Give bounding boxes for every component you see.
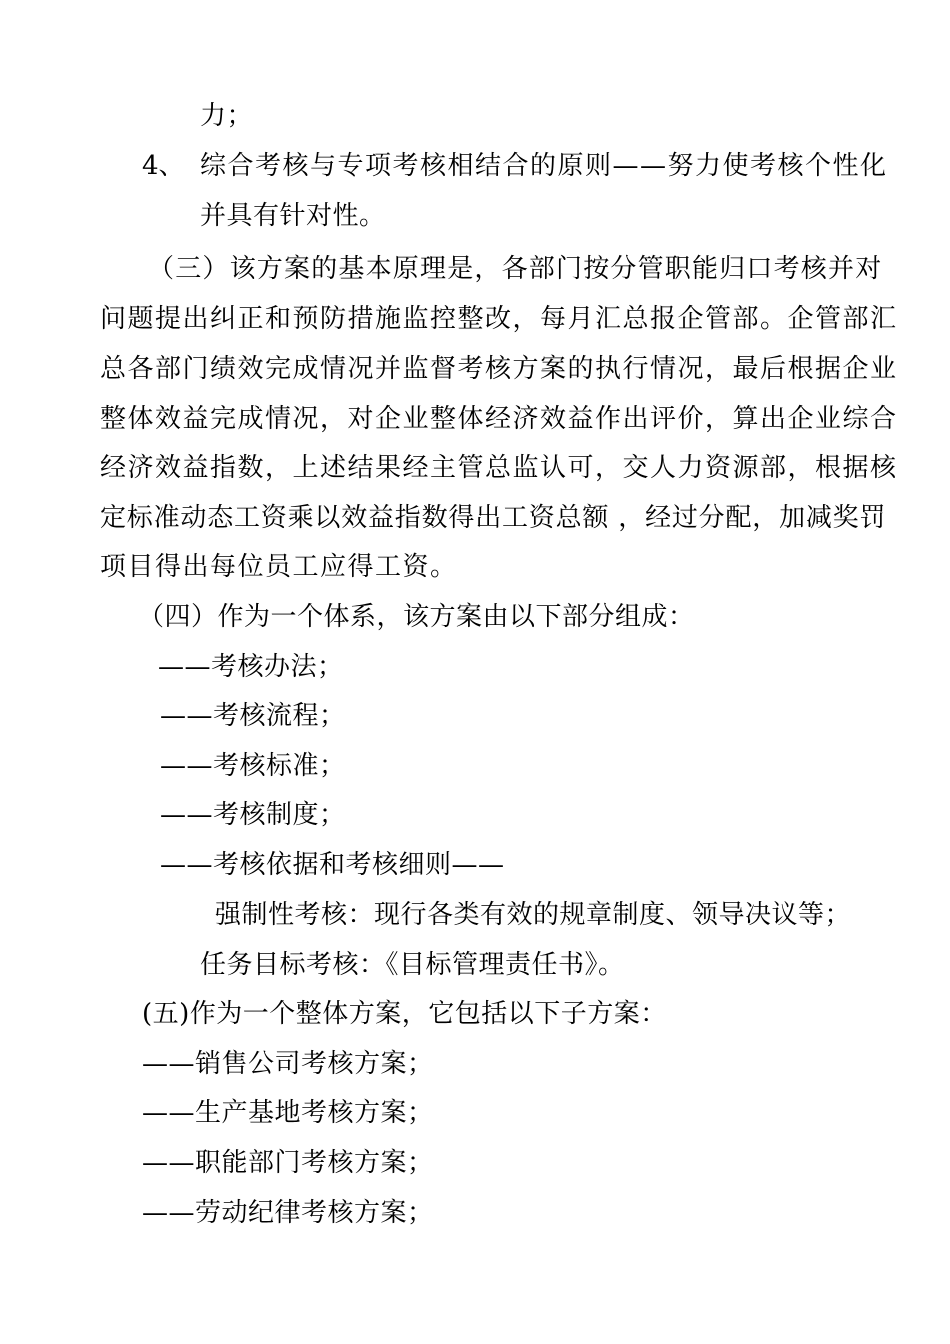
section-4-item-4: ——考核制度； (160, 800, 346, 830)
section-4-sub-item-2: 任务目标考核：《目标管理责任书》。 (200, 950, 625, 980)
section-5-item-1: ——销售公司考核方案； (142, 1049, 434, 1079)
item-3-continuation: 力； (200, 101, 254, 131)
section-3-line-1: （三）该方案的基本原理是，各部门按分管职能归口考核并对 (148, 254, 883, 284)
section-5-item-2: ——生产基地考核方案； (142, 1098, 434, 1128)
section-3-line-2: 问题提出纠正和预防措施监控整改，每月汇总报企管部。企管部汇 (100, 304, 898, 334)
section-4-item-1: ——考核办法； (158, 652, 344, 682)
section-4-item-5: ——考核依据和考核细则—— (160, 850, 505, 880)
section-3-line-6: 定标准动态工资乘以效益指数得出工资总额 ，经过分配，加减奖罚 (100, 503, 887, 533)
item-4-number: 4、 (142, 151, 185, 181)
section-3-line-4: 整体效益完成情况，对企业整体经济效益作出评价，算出企业综合 (100, 404, 898, 434)
section-5-heading: (五)作为一个整体方案，它包括以下子方案： (142, 999, 667, 1029)
item-4-line-1: 综合考核与专项考核相结合的原则——努力使考核个性化 (200, 151, 888, 181)
section-3-line-3: 总各部门绩效完成情况并监督考核方案的执行情况，最后根据企业 (100, 354, 898, 384)
section-3-line-5: 经济效益指数，上述结果经主管总监认可，交人力资源部，根据核 (100, 453, 898, 483)
section-3-line-7: 项目得出每位员工应得工资。 (100, 552, 458, 582)
section-5-item-3: ——职能部门考核方案； (142, 1148, 434, 1178)
section-4-item-3: ——考核标准； (160, 751, 346, 781)
item-4-line-2: 并具有针对性。 (200, 201, 386, 231)
section-4-sub-item-1: 强制性考核：现行各类有效的规章制度、领导决议等； (215, 900, 852, 930)
section-5-item-4: ——劳动纪律考核方案； (142, 1198, 434, 1228)
section-4-heading: （四）作为一个体系，该方案由以下部分组成： (138, 602, 695, 632)
section-4-item-2: ——考核流程； (160, 701, 346, 731)
